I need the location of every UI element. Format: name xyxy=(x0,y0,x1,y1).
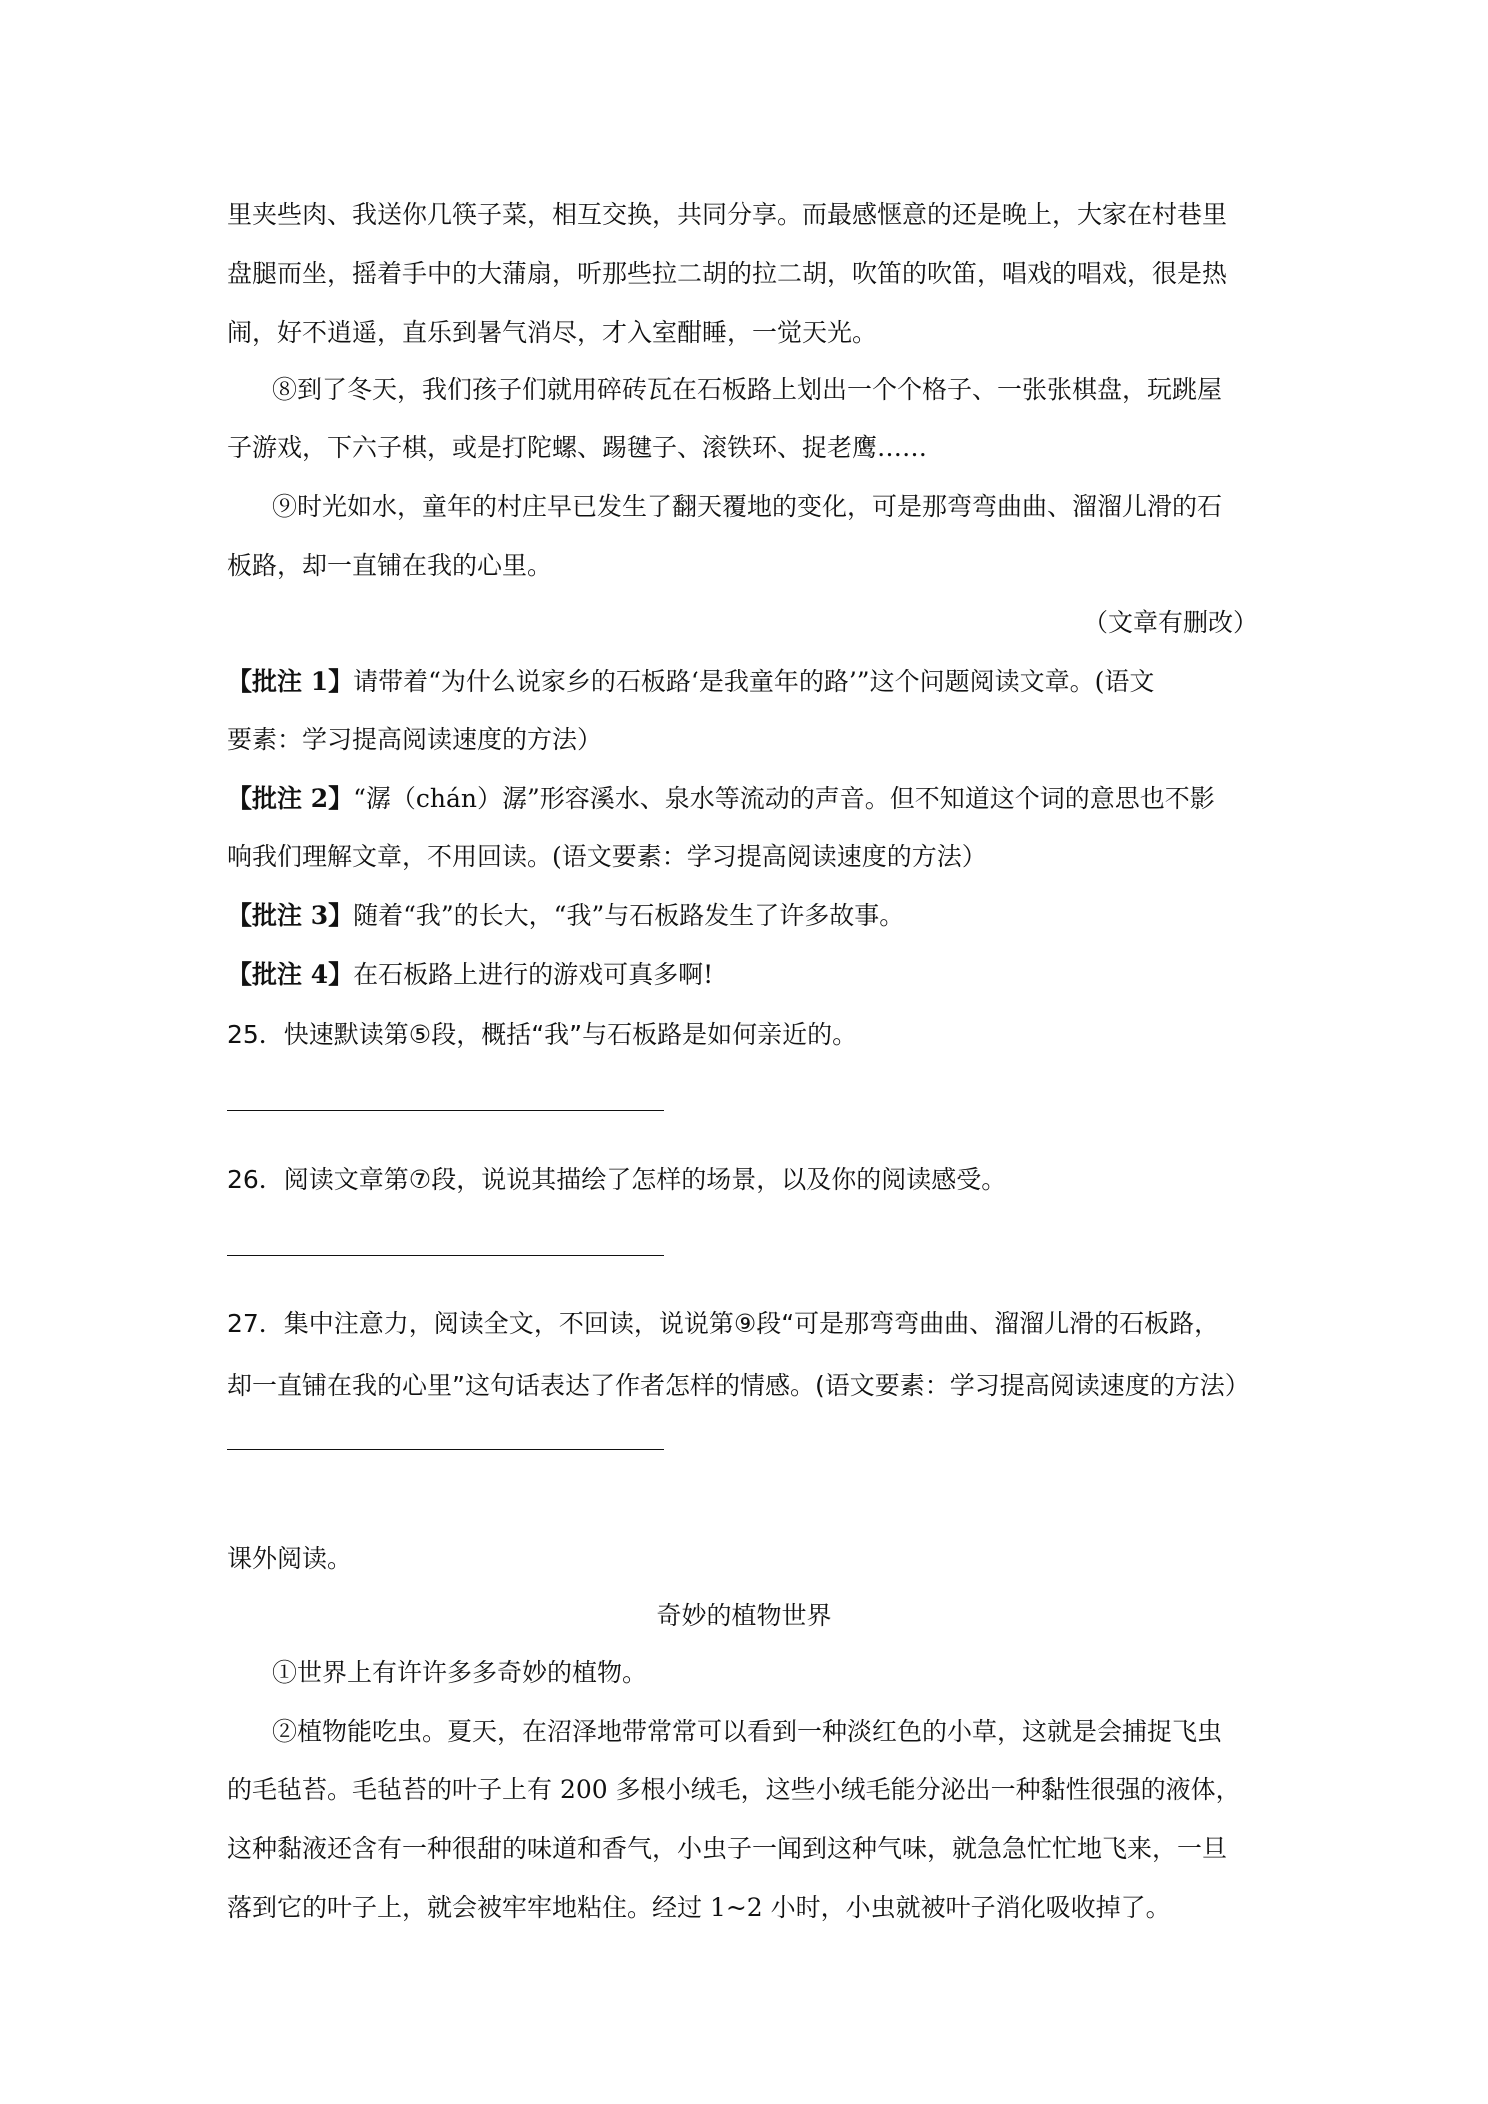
paragraph-7-line-1: 里夹些肉、我送你几筷子菜，相互交换，共同分享。而最感惬意的还是晚上，大家在村巷里 xyxy=(227,200,1228,229)
paragraph-8-line-1: ⑧到了冬天，我们孩子们就用碎砖瓦在石板路上划出一个个格子、一张张棋盘，玩跳屋 xyxy=(272,375,1223,404)
question-27-line-2: 却一直铺在我的心里”这句话表达了作者怎样的情感。(语文要素：学习提高阅读速度的方法） xyxy=(227,1371,1250,1400)
article-paragraph-2-line-3: 这种黏液还含有一种很甜的味道和香气，小虫子一闻到这种气味，就急急忙忙地飞来，一旦 xyxy=(227,1834,1228,1863)
paragraph-9-line-2: 板路，却一直铺在我的心里。 xyxy=(227,551,553,580)
answer-line-26[interactable] xyxy=(227,1255,664,1256)
annotation-3 xyxy=(227,896,904,932)
answer-line-25[interactable] xyxy=(227,1110,664,1111)
annotation-3-text: 随着“我”的长大，“我”与石板路发生了许多故事。 xyxy=(353,901,905,930)
annotation-2-line-2: 响我们理解文章，不用回读。(语文要素：学习提高阅读速度的方法） xyxy=(227,842,987,871)
annotation-2-tag: 【批注 2】 xyxy=(227,784,354,813)
annotation-3-tag: 【批注 3】 xyxy=(227,901,354,930)
paragraph-9-line-1: ⑨时光如水，童年的村庄早已发生了翻天覆地的变化，可是那弯弯曲曲、溜溜儿滑的石 xyxy=(272,492,1223,521)
answer-line-27[interactable] xyxy=(227,1449,664,1450)
annotation-4-tag: 【批注 4】 xyxy=(227,960,354,989)
question-27-line-1: 27．集中注意力，阅读全文，不回读，说说第⑨段“可是那弯弯曲曲、溜溜儿滑的石板路， xyxy=(227,1309,1220,1338)
paragraph-7-line-3: 闹，好不逍遥，直乐到暑气消尽，才入室酣睡，一觉天光。 xyxy=(227,318,878,347)
source-note: （文章有删改） xyxy=(1082,608,1258,637)
article-title: 奇妙的植物世界 xyxy=(656,1601,832,1630)
annotation-4-text: 在石板路上进行的游戏可真多啊! xyxy=(353,960,714,989)
annotation-1-text: 请带着“为什么说家乡的石板路‘是我童年的路’”这个问题阅读文章。(语文 xyxy=(353,667,1155,696)
annotation-1 xyxy=(227,662,1154,698)
question-25: 25．快速默读第⑤段，概括“我”与石板路是如何亲近的。 xyxy=(227,1020,858,1049)
annotation-1-line-2: 要素：学习提高阅读速度的方法） xyxy=(227,725,603,754)
question-26: 26．阅读文章第⑦段，说说其描绘了怎样的场景，以及你的阅读感受。 xyxy=(227,1165,1007,1194)
article-paragraph-2-line-4: 落到它的叶子上，就会被牢牢地粘住。经过 1~2 小时，小虫就被叶子消化吸收掉了。 xyxy=(227,1893,1171,1922)
article-paragraph-2-line-1: ②植物能吃虫。夏天，在沼泽地带常常可以看到一种淡红色的小草，这就是会捕捉飞虫 xyxy=(272,1717,1223,1746)
annotation-4 xyxy=(227,955,713,991)
article-paragraph-2-line-2: 的毛毡苔。毛毡苔的叶子上有 200 多根小绒毛，这些小绒毛能分泌出一种黏性很强的液体， xyxy=(227,1775,1241,1804)
article-paragraph-1: ①世界上有许许多多奇妙的植物。 xyxy=(272,1658,648,1687)
annotation-1-tag: 【批注 1】 xyxy=(227,667,354,696)
section-label: 课外阅读。 xyxy=(227,1544,353,1573)
annotation-2-text: “潺（chán）潺”形容溪水、泉水等流动的声音。但不知道这个词的意思也不影 xyxy=(353,784,1215,813)
paragraph-8-line-2: 子游戏，下六子棋，或是打陀螺、踢毽子、滚铁环、捉老鹰…… xyxy=(227,433,928,462)
paragraph-7-line-2: 盘腿而坐，摇着手中的大蒲扇，听那些拉二胡的拉二胡，吹笛的吹笛，唱戏的唱戏，很是热 xyxy=(227,259,1228,288)
annotation-2 xyxy=(227,779,1215,815)
